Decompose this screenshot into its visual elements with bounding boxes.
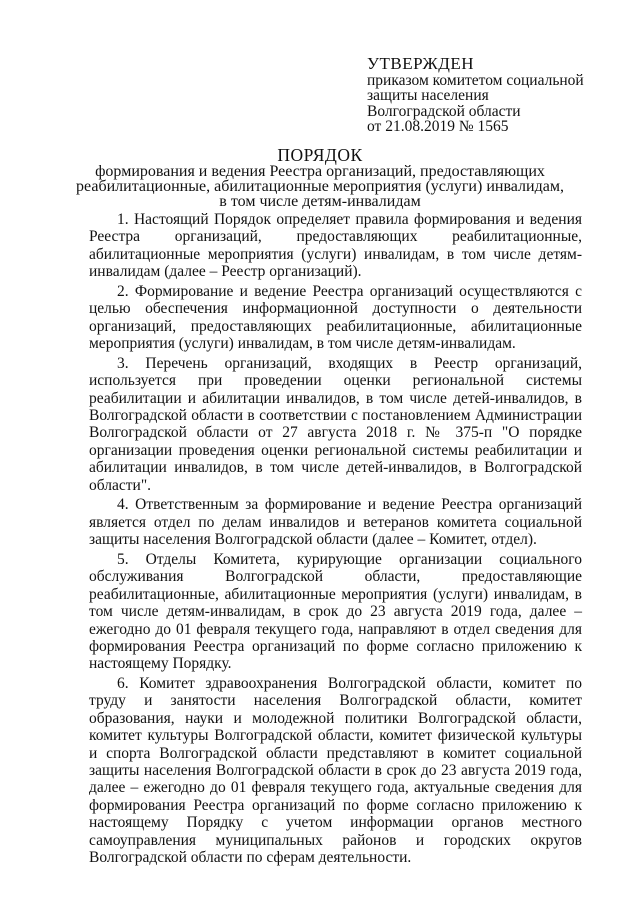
approval-line: приказом комитетом социальной [367, 71, 584, 89]
approval-heading: УТВЕРЖДЕН [367, 54, 474, 73]
document-body [89, 211, 582, 869]
paragraph-5: 5. Отделы Комитета, курирующие организации социального обслуживания Волгоградской области, предоставляющие реабилитационные, абилитационные мероприятия (услуги) инвалидам, в том числе детям-инвалидам, в срок до 23 августа 2019 года, далее – ежегодно до 01 февраля текущего года, направляют в отдел сведения для формирования Реестра организаций по форме согласно приложению к настоящему Порядку. [89, 550, 582, 673]
title-main: ПОРЯДОК [277, 145, 363, 165]
title-line: в том числе детям-инвалидам [219, 193, 421, 210]
title-line: формирования и ведения Реестра организаций, предоставляющих [95, 163, 545, 180]
paragraph-3: 3. Перечень организаций, входящих в Реестр организаций, используется при проведении оценки региональной системы реабилитации и абилитации инвалидов, в том числе детей-инвалидов, в Волгоградской области в соответствии с постановлением Администрации Волгоградской области от 27 августа 2018 г. № 375-п "О порядке организации проведения оценки региональной системы реабилитации и абилитации инвалидов, в том числе детей-инвалидов, в Волгоградской области". [89, 354, 582, 494]
paragraph-4: 4. Ответственным за формирование и ведение Реестра организаций является отдел по делам инвалидов и ветеранов комитета социальной защиты населения Волгоградской области (далее – Комитет, отдел). [89, 496, 582, 549]
approval-line: защиты населения [367, 87, 489, 104]
approval-stamp [367, 56, 584, 135]
paragraph-1: 1. Настоящий Порядок определяет правила формирования и ведения Реестра организаций, предоставляющих реабилитационные, абилитационные мероприятия (услуги) инвалидам, в том числе детям-инвалидам (далее – Реестр организаций). [89, 211, 582, 281]
paragraph-6: 6. Комитет здравоохранения Волгоградской области, комитет по труду и занятости населения Волгоградской области, комитет образования, науки и молодежной политики Волгоградской области, комитет культуры Волгоградской области, комитет физической культуры и спорта Волгоградской области представляют в комитет социальной защиты населения Волгоградской области в срок до 23 августа 2019 года, далее – ежегодно до 01 февраля текущего года, актуальные сведения для формирования Реестра организаций по форме согласно приложению к настоящему Порядку с учетом информации органов местного самоуправления муниципальных районов и городских округов Волгоградской области по сферам деятельности. [89, 675, 582, 867]
document-title [0, 146, 640, 209]
approval-line: от 21.08.2019 № 1565 [367, 118, 509, 135]
paragraph-2: 2. Формирование и ведение Реестра организаций осуществляются с целью обеспечения информационной доступности о деятельности организаций, предоставляющих реабилитационные, абилитационные мероприятия (услуги) инвалидам, в том числе детям-инвалидам. [89, 282, 582, 353]
title-line: реабилитационные, абилитационные мероприятия (услуги) инвалидам, [76, 178, 564, 195]
approval-line: Волгоградской области [367, 102, 521, 120]
